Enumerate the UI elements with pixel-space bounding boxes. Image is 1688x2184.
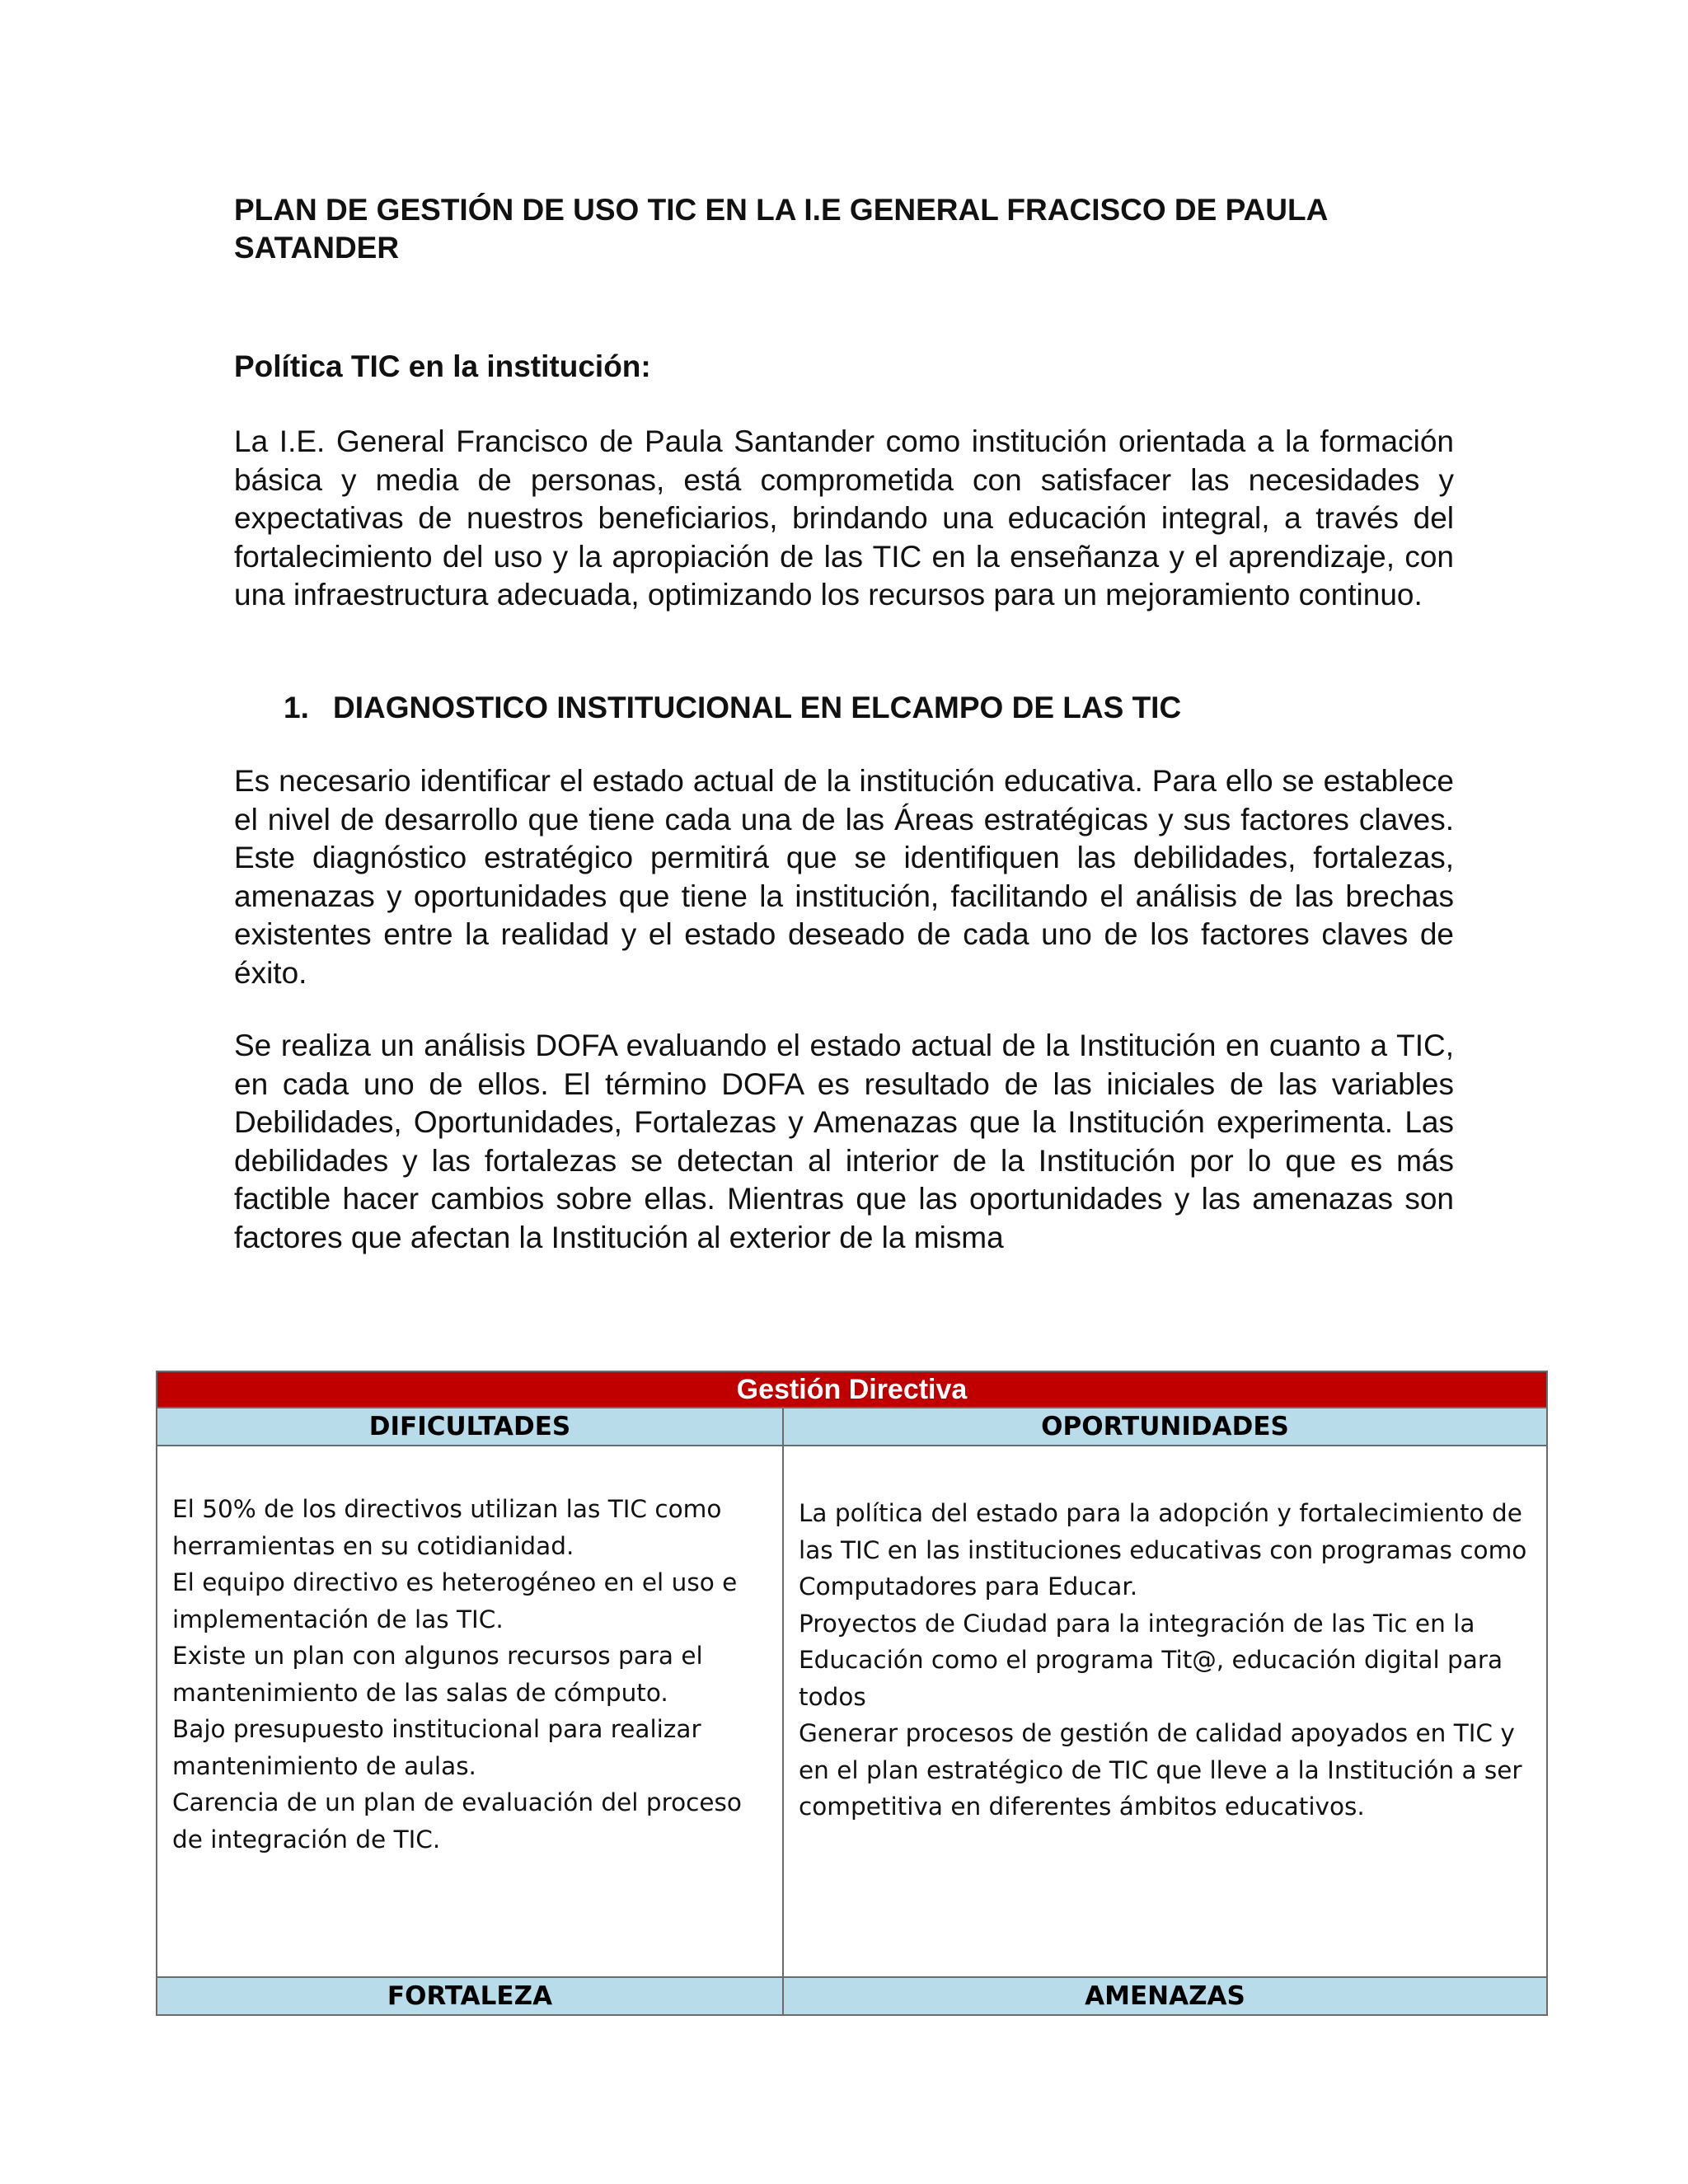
policy-paragraph: La I.E. General Francisco de Paula Santander como institución orientada a la formación básica y media de personas, está comprometida con satisfacer las necesidades y expectativas de nuestros beneficiarios, brindando una educación integral, a través del fortalecimiento del uso y la apropiación de las TIC en la enseñanza y el aprendizaje, con una infraestructura adecuada, optimizando los recursos para un mejoramiento continuo. [234,424,1454,612]
diagnostic-paragraph-1: Es necesario identificar el estado actual de la institución educativa. Para ello se establece el nivel de desarrollo que tiene cada una de las Áreas estratégicas y sus factores claves. Este diagnóstico estratégico permitirá que se identifiquen las debilidades, fortalezas, amenazas y oportunidades que tiene la institución, facilitando el análisis de las brechas existentes entre la realidad y el estado deseado de cada uno de los factores claves de éxito. [234,764,1454,990]
section-1-heading-text: DIAGNOSTICO INSTITUCIONAL EN ELCAMPO DE LAS TIC [333,691,1182,724]
dificultades-line: herramientas en su cotidianidad. [172,1531,574,1560]
document-title: PLAN DE GESTIÓN DE USO TIC EN LA I.E GENERAL FRACISCO DE PAULA SATANDER [234,193,1327,265]
diagnostic-paragraph-2: Se realiza un análisis DOFA evaluando el estado actual de la Institución en cuanto a TIC, en cada uno de ellos. El término DOFA es resultado de las iniciales de las variables Debilidades, Oportunidades, Fortalezas y Amenazas que la Institución experimenta. Las debilidades y las fortalezas se detectan al interior de la Institución por lo que es más factible hacer cambios sobre ellas. Mientras que las oportunidades y las amenazas son factores que afectan la Institución al exterior de la misma [234,1029,1454,1254]
dificultades-line: El equipo directivo es heterogéneo en el uso e [172,1568,738,1596]
policy-heading: Política TIC en la institución: [234,349,651,383]
oportunidades-line: en el plan estratégico de TIC que lleve a la Institución a ser [799,1755,1522,1784]
oportunidades-line: Educación como el programa Tit@, educación digital para [799,1646,1503,1674]
oportunidades-line: todos [799,1682,866,1711]
column-header-oportunidades: OPORTUNIDADES [783,1408,1547,1446]
section-1-heading [284,689,1454,727]
dificultades-line: Bajo presupuesto institucional para realizar [172,1715,701,1743]
oportunidades-line: las TIC en las instituciones educativas con programas como [799,1535,1527,1564]
dificultades-line: El 50% de los directivos utilizan las TIC como [172,1495,722,1523]
dificultades-line: Existe un plan con algunos recursos para el [172,1642,703,1670]
column-header-dificultades: DIFICULTADES [157,1408,783,1446]
dificultades-line: mantenimiento de aulas. [172,1751,476,1780]
oportunidades-line: Proyectos de Ciudad para la integración de las Tic en la [799,1609,1475,1638]
column-header-fortaleza: FORTALEZA [157,1977,783,2015]
dificultades-line: Carencia de un plan de evaluación del proceso [172,1788,742,1816]
section-1-number: 1. [284,691,309,724]
oportunidades-line: Generar procesos de gestión de calidad apoyados en TIC y [799,1719,1515,1747]
oportunidades-line: competitiva en diferentes ámbitos educativos. [799,1793,1365,1821]
oportunidades-cell [783,1446,1547,1977]
dofa-table [156,1371,1548,2016]
column-header-amenazas: AMENAZAS [783,1977,1547,2015]
dificultades-line: implementación de las TIC. [172,1605,504,1633]
dificultades-cell [157,1446,783,1977]
oportunidades-line: La política del estado para la adopción y fortalecimiento de [799,1499,1522,1527]
oportunidades-line: Computadores para Educar. [799,1572,1138,1601]
dificultades-line: de integración de TIC. [172,1825,441,1854]
table-header-gestion-directiva: Gestión Directiva [157,1371,1547,1408]
dificultades-line: mantenimiento de las salas de cómputo. [172,1678,668,1707]
